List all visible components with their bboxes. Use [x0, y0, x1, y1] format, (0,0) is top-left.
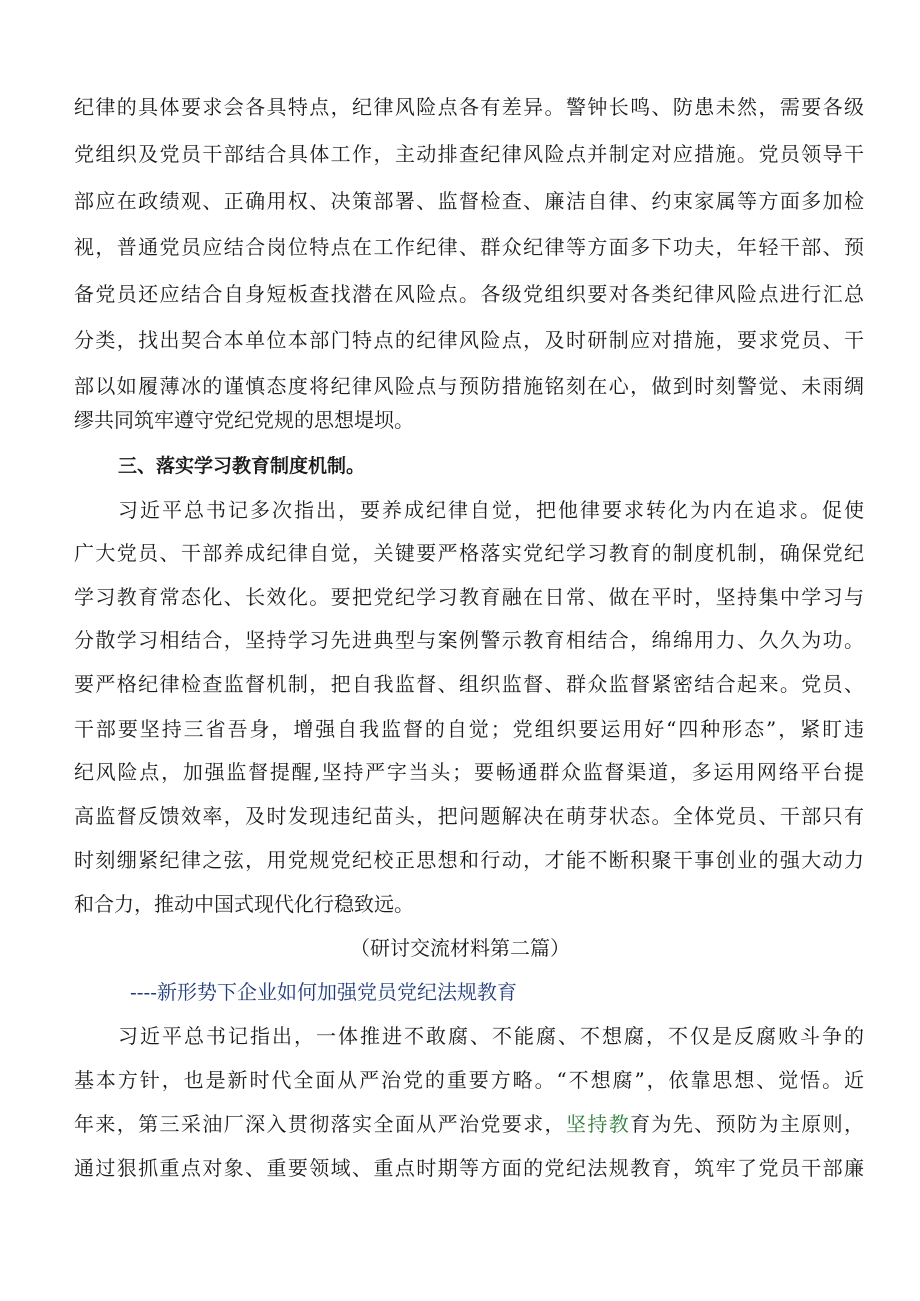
paragraph-line: 纪风险点，加强监督提醒,坚持严字当头；要畅通群众监督渠道，多运用网络平台提	[74, 760, 864, 784]
paragraph-line: 时刻绷紧纪律之弦，用党规党纪校正思想和行动，才能不断积聚干事创业的强大动力	[74, 848, 864, 872]
paragraph-line: 部以如履薄冰的谨慎态度将纪律风险点与预防措施铭刻在心，做到时刻警觉、未雨绸	[74, 374, 864, 398]
paragraph-line: 缪共同筑牢遵守党纪党规的思想堤坝。	[74, 408, 414, 432]
section-heading: 三、落实学习教育制度机制。	[118, 455, 366, 477]
paragraph-line: 干部要坚持三省吾身，增强自我监督的自觉；党组织要运用好“四种形态”，紧盯违	[74, 717, 864, 741]
paragraph-line: 分类，找出契合本单位本部门特点的纪律风险点，及时研制应对措施，要求党员、干	[74, 328, 864, 352]
paragraph-line: 部应在政绩观、正确用权、决策部署、监督检查、廉洁自律、约束家属等方面多加检	[74, 189, 864, 213]
paragraph-line: 备党员还应结合自身短板查找潜在风险点。各级党组织要对各类纪律风险点进行汇总	[74, 282, 864, 306]
paragraph-line: 广大党员、干部养成纪律自觉，关键要严格落实党纪学习教育的制度机制，确保党纪	[74, 541, 864, 565]
document-title: （研讨交流材料第二篇）	[350, 936, 570, 960]
document-subtitle: ----新形势下企业如何加强党员党纪法规教育	[130, 980, 518, 1004]
paragraph-line	[74, 1111, 864, 1137]
text-segment: 育为先、预防为主原则，	[630, 1112, 865, 1136]
paragraph-line: 党组织及党员干部结合具体工作，主动排查纪律风险点并制定对应措施。党员领导干	[74, 142, 864, 166]
paragraph-line: 通过狠抓重点对象、重要领域、重点时期等方面的党纪法规教育，筑牢了党员干部廉	[74, 1156, 864, 1180]
highlighted-text: 坚持教	[565, 1112, 631, 1136]
paragraph-line: 学习教育常态化、长效化。要把党纪学习教育融在日常、做在平时，坚持集中学习与	[74, 585, 864, 609]
paragraph-line: 和合力，推动中国式现代化行稳致远。	[74, 892, 414, 916]
paragraph-line: 习近平总书记指出，一体推进不敢腐、不能腐、不想腐，不仅是反腐败斗争的	[118, 1024, 864, 1048]
paragraph-line: 要严格纪律检查监督机制，把自我监督、组织监督、群众监督紧密结合起来。党员、	[74, 672, 864, 696]
paragraph-line: 基本方针，也是新时代全面从严治党的重要方略。“不想腐”，依靠思想、觉悟。近	[74, 1068, 864, 1092]
paragraph-line: 分散学习相结合，坚持学习先进典型与案例警示教育相结合，绵绵用力、久久为功。	[74, 628, 864, 652]
paragraph-line: 习近平总书记多次指出，要养成纪律自觉，把他律要求转化为内在追求。促使	[118, 498, 864, 522]
paragraph-line: 视，普通党员应结合岗位特点在工作纪律、群众纪律等方面多下功夫，年轻干部、预	[74, 235, 864, 259]
paragraph-line: 纪律的具体要求会各具特点，纪律风险点各有差异。警钟长鸣、防患未然，需要各级	[74, 95, 864, 119]
paragraph-line: 高监督反馈效率，及时发现违纪苗头，把问题解决在萌芽状态。全体党员、干部只有	[74, 804, 864, 828]
text-segment: 年来，第三采油厂深入贯彻落实全面从严治党要求，	[74, 1112, 566, 1136]
